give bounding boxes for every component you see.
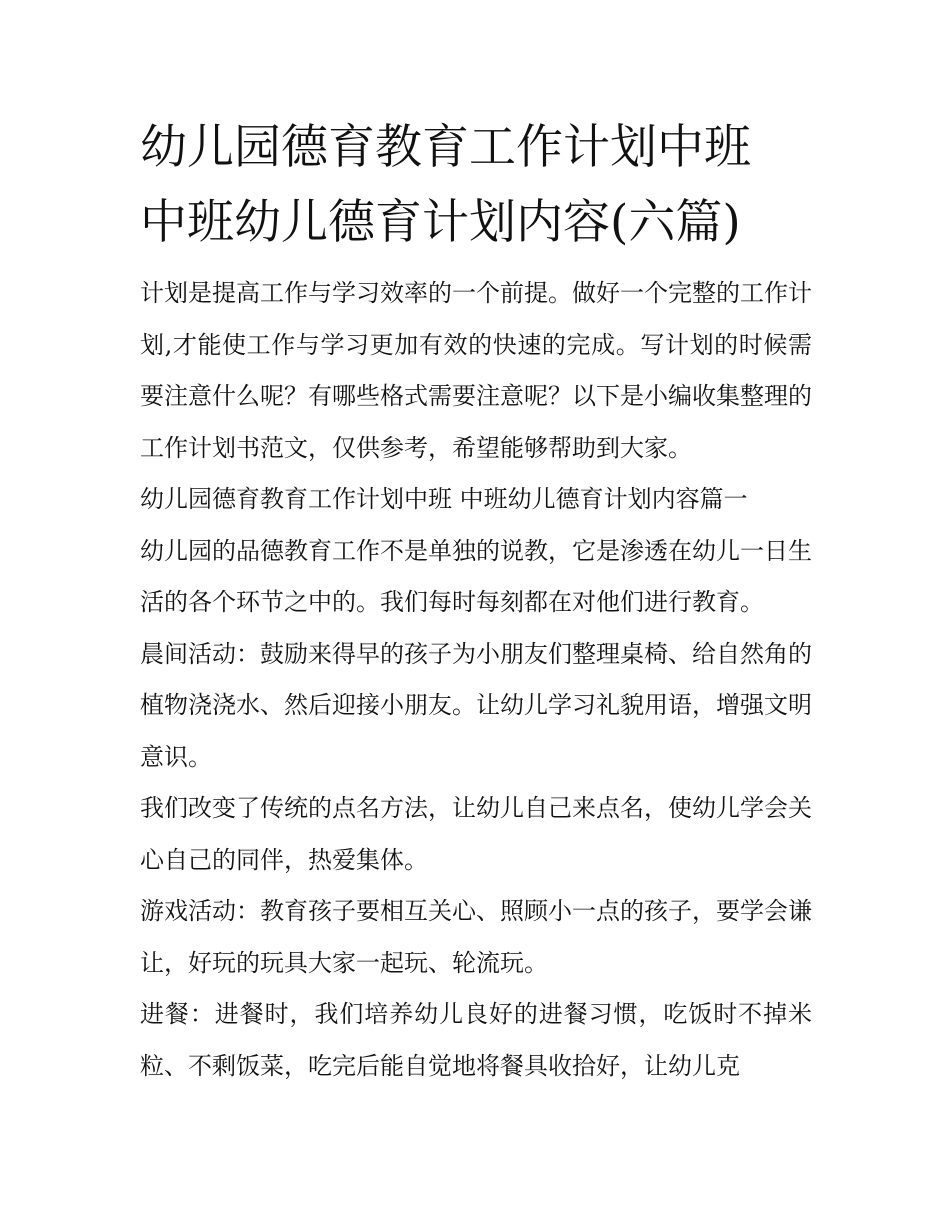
paragraph-morning-activity: 晨间活动：鼓励来得早的孩子为小朋友们整理桌椅、给自然角的植物浇浇水、然后迎接小朋友。让幼儿学习礼貌用语，增强文明意识。 (140, 639, 812, 771)
paragraph-intro: 计划是提高工作与学习效率的一个前提。做好一个完整的工作计划,才能使工作与学习更加有效的快速的完成。写计划的时候需要注意什么呢？有哪些格式需要注意呢？以下是小编收集整理的工作计划书范文，仅供参考，希望能够帮助到大家。 (140, 279, 812, 462)
title-line-1: 幼儿园德育教育工作计划中班 (140, 120, 751, 175)
document-page (140, 110, 812, 1092)
title-line-2: 中班幼儿德育计划内容(六篇) (140, 195, 741, 250)
paragraph-roll-call: 我们改变了传统的点名方法，让幼儿自己来点名，使幼儿学会关心自己的同伴，热爱集体。 (140, 794, 812, 874)
section-heading: 幼儿园德育教育工作计划中班 中班幼儿德育计划内容篇一 (140, 485, 748, 513)
document-title (140, 110, 812, 260)
paragraph-meal: 进餐：进餐时，我们培养幼儿良好的进餐习惯，吃饭时不掉米粒、不剩饭菜，吃完后能自觉地将餐具收拾好，让幼儿克 (140, 1000, 812, 1080)
paragraph-game-activity: 游戏活动：教育孩子要相互关心、照顾小一点的孩子，要学会谦让，好玩的玩具大家一起玩、轮流玩。 (140, 897, 812, 977)
paragraph-moral-education: 幼儿园的品德教育工作不是单独的说教，它是渗透在幼儿一日生活的各个环节之中的。我们每时每刻都在对他们进行教育。 (140, 536, 812, 616)
document-body (140, 268, 812, 1092)
